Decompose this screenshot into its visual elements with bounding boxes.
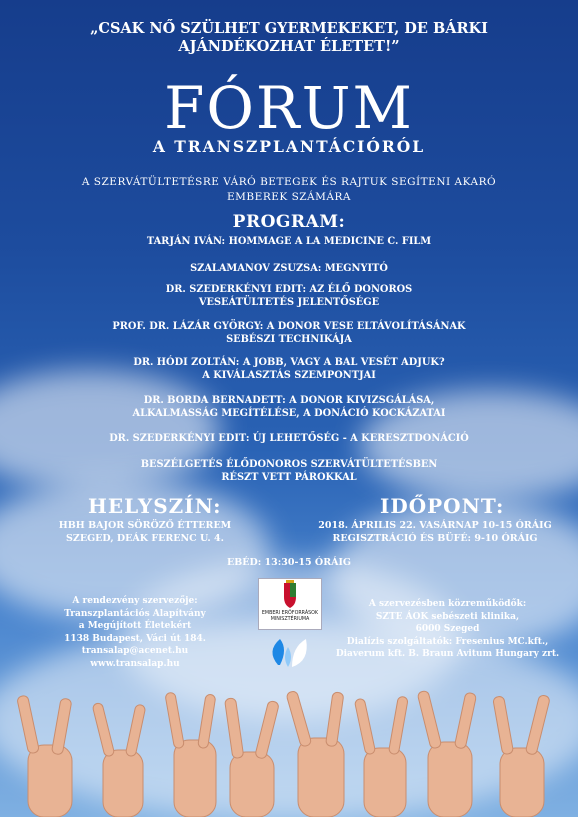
program-line: SZALAMANOV ZSUZSA: MEGNYITÓ bbox=[190, 263, 388, 274]
quote bbox=[0, 20, 578, 56]
program-line: RÉSZT VETT PÁROKKAL bbox=[221, 472, 357, 483]
organizer-info bbox=[35, 595, 235, 670]
program-item bbox=[60, 283, 518, 309]
program-title: PROGRAM: bbox=[232, 212, 346, 232]
hand-icon bbox=[165, 692, 216, 817]
page-subtitle: A TRANSZPLANTÁCIÓRÓL bbox=[152, 137, 426, 156]
contributors-line: A szervezésben közreműködők: bbox=[368, 599, 527, 609]
contributors-line: SZTE ÁOK sebészeti klinika, bbox=[375, 611, 520, 622]
program-line: DR. HÓDI ZOLTÁN: A JOBB, VAGY A BAL VESÉT ADJUK? bbox=[133, 357, 445, 368]
program-line: VESEÁTÜLTETÉS JELENTŐSÉGE bbox=[198, 297, 380, 308]
program-line: TARJÁN IVÁN: HOMMAGE A LA MEDICINE C. FILM bbox=[146, 236, 432, 247]
contributors-line: Diaverum kft. B. Braun Avitum Hungary zrt. bbox=[335, 649, 560, 659]
foundation-logo-icon bbox=[258, 635, 320, 675]
audience-line: EMBEREK SZÁMÁRA bbox=[227, 191, 351, 203]
program-item bbox=[60, 320, 518, 346]
date-line: REGISZTRÁCIÓ ÉS BÜFÉ: 9-10 ÓRÁIG bbox=[332, 533, 538, 544]
program-line: DR. SZEDERKÉNYI EDIT: ÚJ LEHETŐSÉG - A KERESZTDONÁCIÓ bbox=[109, 433, 469, 444]
program-line: PROF. DR. LÁZÁR GYÖRGY: A DONOR VESE ELTÁVOLÍTÁSÁNAK bbox=[112, 321, 466, 332]
contributors-info bbox=[330, 598, 565, 661]
organizer-line: A rendezvény szervezője: bbox=[72, 596, 198, 606]
emblem-line: EMBERI ERŐFORRÁSOK bbox=[261, 611, 319, 616]
program-item bbox=[60, 432, 518, 445]
program-item bbox=[60, 394, 518, 420]
program-line: SEBÉSZI TECHNIKÁJA bbox=[226, 334, 352, 345]
page-title: FÓRUM bbox=[164, 74, 414, 142]
program-item bbox=[60, 458, 518, 484]
date-title: IDŐPONT: bbox=[380, 494, 505, 518]
organizer-line: www.transalap.hu bbox=[90, 658, 180, 669]
quote-line: „CSAK NŐ SZÜLHET GYERMEKEKET, DE BÁRKI bbox=[90, 20, 488, 37]
contributors-line: 6000 Szeged bbox=[415, 624, 480, 634]
program-item bbox=[60, 235, 518, 248]
program-line: BESZÉLGETÉS ÉLŐDONOROS SZERVÁTÜLTETÉSBEN bbox=[140, 459, 438, 470]
audience-text bbox=[0, 175, 578, 205]
hand-icon bbox=[417, 690, 477, 817]
program-item bbox=[60, 356, 518, 382]
hand-icon bbox=[225, 698, 280, 817]
contributors-line: Dialízis szolgáltatók: Fresenius MC.kft., bbox=[346, 636, 549, 647]
hand-icon bbox=[17, 695, 72, 817]
program-line: A KIVÁLASZTÁS SZEMPONTJAI bbox=[202, 370, 376, 381]
organizer-line: Transzplantációs Alapítvány bbox=[64, 608, 206, 619]
emblem-line: MINISZTÉRIUMA bbox=[270, 617, 310, 622]
lunch-info: EBÉD: 13:30-15 ÓRÁIG bbox=[226, 557, 352, 568]
location-info bbox=[20, 519, 270, 545]
program-item bbox=[60, 262, 518, 275]
location-line: SZEGED, DEÁK FERENC U. 4. bbox=[66, 533, 224, 544]
location-title: HELYSZÍN: bbox=[88, 494, 222, 518]
location-line: HBH BAJOR SÖRÖZŐ ÉTTEREM bbox=[58, 520, 232, 531]
program-line: ALKALMASSÁG MEGÍTÉLÉSE, A DONÁCIÓ KOCKÁZATAI bbox=[132, 408, 446, 419]
date-line: 2018. ÁPRILIS 22. VASÁRNAP 10-15 ÓRÁIG bbox=[318, 520, 552, 531]
organizer-line: a Megújított Életekért bbox=[78, 621, 192, 631]
emblem-text bbox=[259, 611, 321, 623]
program-line: DR. SZEDERKÉNYI EDIT: AZ ÉLŐ DONOROS bbox=[165, 284, 413, 295]
date-info bbox=[300, 519, 570, 545]
audience-line: A SZERVÁTÜLTETÉSRE VÁRÓ BETEGEK ÉS RAJTUK SEGÍTENI AKARÓ bbox=[81, 176, 497, 188]
quote-line: AJÁNDÉKOZHAT ÉLETET!” bbox=[178, 38, 400, 55]
hand-icon bbox=[354, 696, 408, 817]
hand-icon bbox=[286, 690, 344, 817]
ministry-emblem bbox=[258, 578, 322, 630]
raised-hands-image bbox=[0, 690, 578, 817]
organizer-line: 1138 Budapest, Váci út 184. bbox=[64, 633, 206, 644]
program-line: DR. BORDA BERNADETT: A DONOR KIVIZSGÁLÁSA, bbox=[143, 395, 435, 406]
organizer-line: transalap@acenet.hu bbox=[81, 646, 189, 656]
hand-icon bbox=[493, 694, 551, 817]
hand-icon bbox=[92, 702, 146, 817]
